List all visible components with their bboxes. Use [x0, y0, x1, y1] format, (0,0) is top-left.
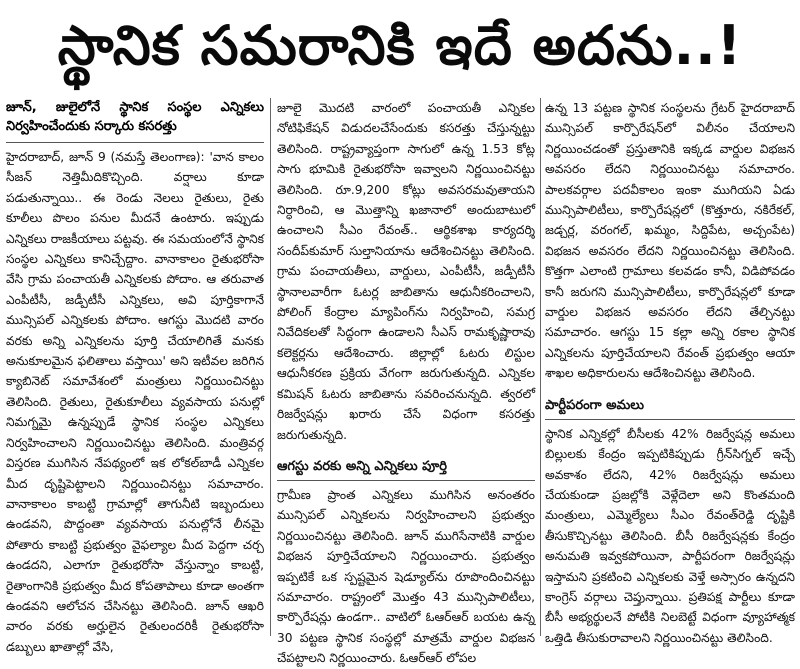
section-subheading: ఆగస్టు వరకు అన్ని ఎన్నికలు పూర్తి — [277, 457, 535, 481]
column-divider — [540, 98, 541, 636]
article-body-text: స్థానిక ఎన్నికల్లో బీసీలకు 42% రిజర్వేషన్ల అమలు బిల్లులకు కేంద్రం ఇప్పటికిప్పుడు గ్రీన్‌సిగ్నల్ ఇచ్చే అవకాశం లేదని, 42% రిజర్వేషన్లు అమలు చేయకుండా ప్రజల్లోకి వెళ్లేదెలా అని కొంతమంది మంత్రులు, ఎమ్మెల్యేలు సీఎం రేవంత్‌రెడ్డి దృష్టికి తీసుకొచ్చినట్టు తెలిసింది. బీసీ రిజర్వేషన్లకు కేంద్రం అనుమతి ఇవ్వకపోయినా, పార్టీపరంగా రిజర్వేషన్లు ఇస్తామని ప్రకటించి ఎన్నికలకు వెళ్తే అస్సారం ఉన్నదని కాంగ్రెస్ వర్గాలు చెప్తున్నాయి. ప్రతిపక్ష పార్టీలు కూడా బీసీ అభ్యర్థులనే పోటీకి నిలబెట్టే విధంగా వ్యూహాత్మక ఒత్తిడి తీసుకురావాలని నిర్ణయించినట్టు తెలిసింది. — [545, 426, 795, 645]
article-column-3 — [545, 98, 795, 645]
column-divider — [270, 98, 271, 636]
section-subheading: పార్టీపరంగా అమలు — [545, 396, 795, 420]
deck-subheadline: జూన్, జులైలోనే స్థానిక సంస్థల ఎన్నికలు నిర్వహించేందుకు సర్కారు కసరత్తు — [6, 98, 264, 143]
headline: స్థానిక సమరానికి ఇదే అదను..! — [57, 14, 743, 77]
article-body-text: జూలై మొదటి వారంలో పంచాయతీ ఎన్నికల నోటిఫికేషన్ విడుదలచేసేందుకు కసరత్తు చేస్తున్నట్టు తెలిసింది. రాష్ట్రవ్యాప్తంగా సాగులో ఉన్న 1.53 కోట్ల సాగు భూమికి రైతుభరోసా ఇవ్వాలని నిర్ణయించినట్టు తెలిసింది. రూ.9,200 కోట్లు అవసరమవుతాయని నిర్ధారించి, ఆ మొత్తాన్ని ఖజానాలో అందుబాటులో ఉంచాలని సీఎం రేవంత్.. ఆర్థికశాఖ కార్యదర్శి సందీప్‌కుమార్ సుల్తానియాను ఆదేశించినట్టు తెలిసింది. గ్రామ పంచాయతీలు, వార్డులు, ఎంపీటీసీ, జడ్పీటీసీ స్థానాలవారీగా ఓటర్ల జాబితాను ఆధునీకరించాలని, పోలింగ్ కేంద్రాల మ్యాపింగ్‌ను నిర్వహించి, సమగ్ర నివేదికలతో సిద్ధంగా ఉండాలని సీఎస్ రామకృష్ణారావు కలెక్టర్లను ఆదేశించారు. జిల్లాల్లో ఓటరు లిస్టుల ఆధునీకరణ ప్రక్రియ వేగంగా జరుగుతున్నది. ఎన్నికల కమిషన్ ఓటరు జాబితాను సవరించనున్నది. త్వరలో రిజర్వేషన్లు ఖరారు చేసే విధంగా కసరత్తు జరుగుతున్నది. — [277, 101, 535, 442]
article-column-1 — [6, 98, 264, 654]
article-body-text: హైదరాబాద్, జూన్ 9 (నమస్తే తెలంగాణ): 'వాన కాలం సీజన్ నెత్తిమీదికొచ్చింది. వర్షాలు కూడా పడుతున్నాయి.. ఈ రెండు నెలలు రైతులు, రైతు కూలీలు పొలం పనుల మీదనే ఉంటారు. ఇప్పుడు ఎన్నికలు రాజకీయాలు పట్టవు. ఈ సమయంలోనే స్థానిక సంస్థల ఎన్నికలు కానిచ్చేద్దాం. వానాకాలం రైతుభరోసా వేసి గ్రామ పంచాయతీ ఎన్నికలకు పోదాం. ఆ తరువాత ఎంపీటీసీ, జడ్పీటీసీ ఎన్నికలు, అవి పూర్తికాగానే మున్సిపల్ ఎన్నికలకు పోదాం. ఆగస్టు మొదటి వారం వరకు అన్ని ఎన్నికలను పూర్తి చేయాలిగితే మనకు అనుకూలమైన ఫలితాలు వస్తాయి' అని ఇటీవల జరిగిన క్యాబినెట్ సమావేశంలో మంత్రులు నిర్ణయించినట్టు తెలిసింది. రైతులు, రైతుకూలీలు వ్యవసాయ పనుల్లో నిమగ్నమై ఉన్నప్పుడే స్థానిక సంస్థల ఎన్నికలు నిర్వహించాలని నిర్ణయించినట్టు తెలిసింది. మంత్రివర్గ విస్తరణ ముగిసిన నేపథ్యంలో ఇక లోకల్‌బాడీ ఎన్నికల మీద దృష్టిపెట్టాలని నిర్ణయించినట్టు సమాచారం. వానాకాలం కాబట్టి గ్రామాల్లో తాగునీటి ఇబ్బందులు ఉండవని, పొద్దంతా వ్యవసాయ పనుల్లోనే లీనమై పోతారు కాబట్టి ప్రభుత్వం వైఫల్యాల మీద పెద్దగా చర్చ ఉండదని, ఎలాగూ రైతుభరోసా వేస్తున్నాం కాబట్టి, రైతాంగానికి ప్రభుత్వం మీద కోపతాపాలు కూడా అంతగా ఉండవని ఆలోచన చేసినట్టు తెలిసింది. జూన్ ఆఖరి వారం వరకు అర్హులైన రైతులందరికీ రైతుభరోసా డబ్బులు ఖాతాల్లో వేసి, — [6, 150, 264, 654]
article-body-text: గ్రామీణ ప్రాంత ఎన్నికలు ముగిసిన అనంతరం మున్సిపల్ ఎన్నికలను నిర్వహించాలని ప్రభుత్వం నిర్ణయించినట్టు తెలిసింది. జూన్ ముగిసేనాటికి వార్డుల విభజన పూర్తిచేయాలని నిర్ణయించారు. ప్రభుత్వం ఇప్పటికే ఒక స్పష్టమైన షెడ్యూల్‌ను రూపొందించినట్టు సమాచారం. రాష్ట్రంలో మొత్తం 43 మున్సిపాలిటీలు, కార్పొరేషన్లు ఉండగా.. వాటిలో ఓఆర్‌ఆర్ బయట ఉన్న 30 పట్టణ స్థానిక సంస్థల్లో మాత్రమే వార్డుల విభజన చేపట్టాలని నిర్ణయించారు. ఓఆర్‌ఆర్ లోపల — [277, 487, 535, 666]
article-body-text: ఉన్న 13 పట్టణ స్థానిక సంస్థలను గ్రేటర్ హైదరాబాద్ మున్సిపల్ కార్పొరేషన్‌లో విలీనం చేయాలని నిర్ణయించడంతో ప్రస్తుతానికి ఇక్కడ వార్డుల విభజన అవసరం లేదని నిర్ణయించినట్టు సమాచారం. పాలకవర్గాల పదవీకాలం ఇంకా ముగియని ఏడు మున్సిపాలిటీలు, కార్పొరేషన్లలో (కొత్తూరు, నకిరేకల్, జడ్చర్ల, వరంగల్, ఖమ్మం, సిద్దిపేట, అచ్చంపేట) విభజన అవసరం లేదని నిర్ణయించినట్టు తెలిసింది. కొత్తగా ఎలాంటి గ్రామాలు కలవడం కానీ, విడిపోవడం కానీ జరుగని మున్సిపాలిటీలు, కార్పొరేషన్లలో కూడా వార్డుల విభజన అవసరం లేదని తేల్చినట్టు సమాచారం. ఆగస్టు 15 కల్లా అన్ని రకాల స్థానిక ఎన్నికలను పూర్తిచేయాలని రేవంత్ ప్రభుత్వం ఆయా శాఖల అధికారులను ఆదేశించినట్టు తెలిసింది. — [545, 101, 795, 381]
article-column-2 — [277, 98, 535, 666]
